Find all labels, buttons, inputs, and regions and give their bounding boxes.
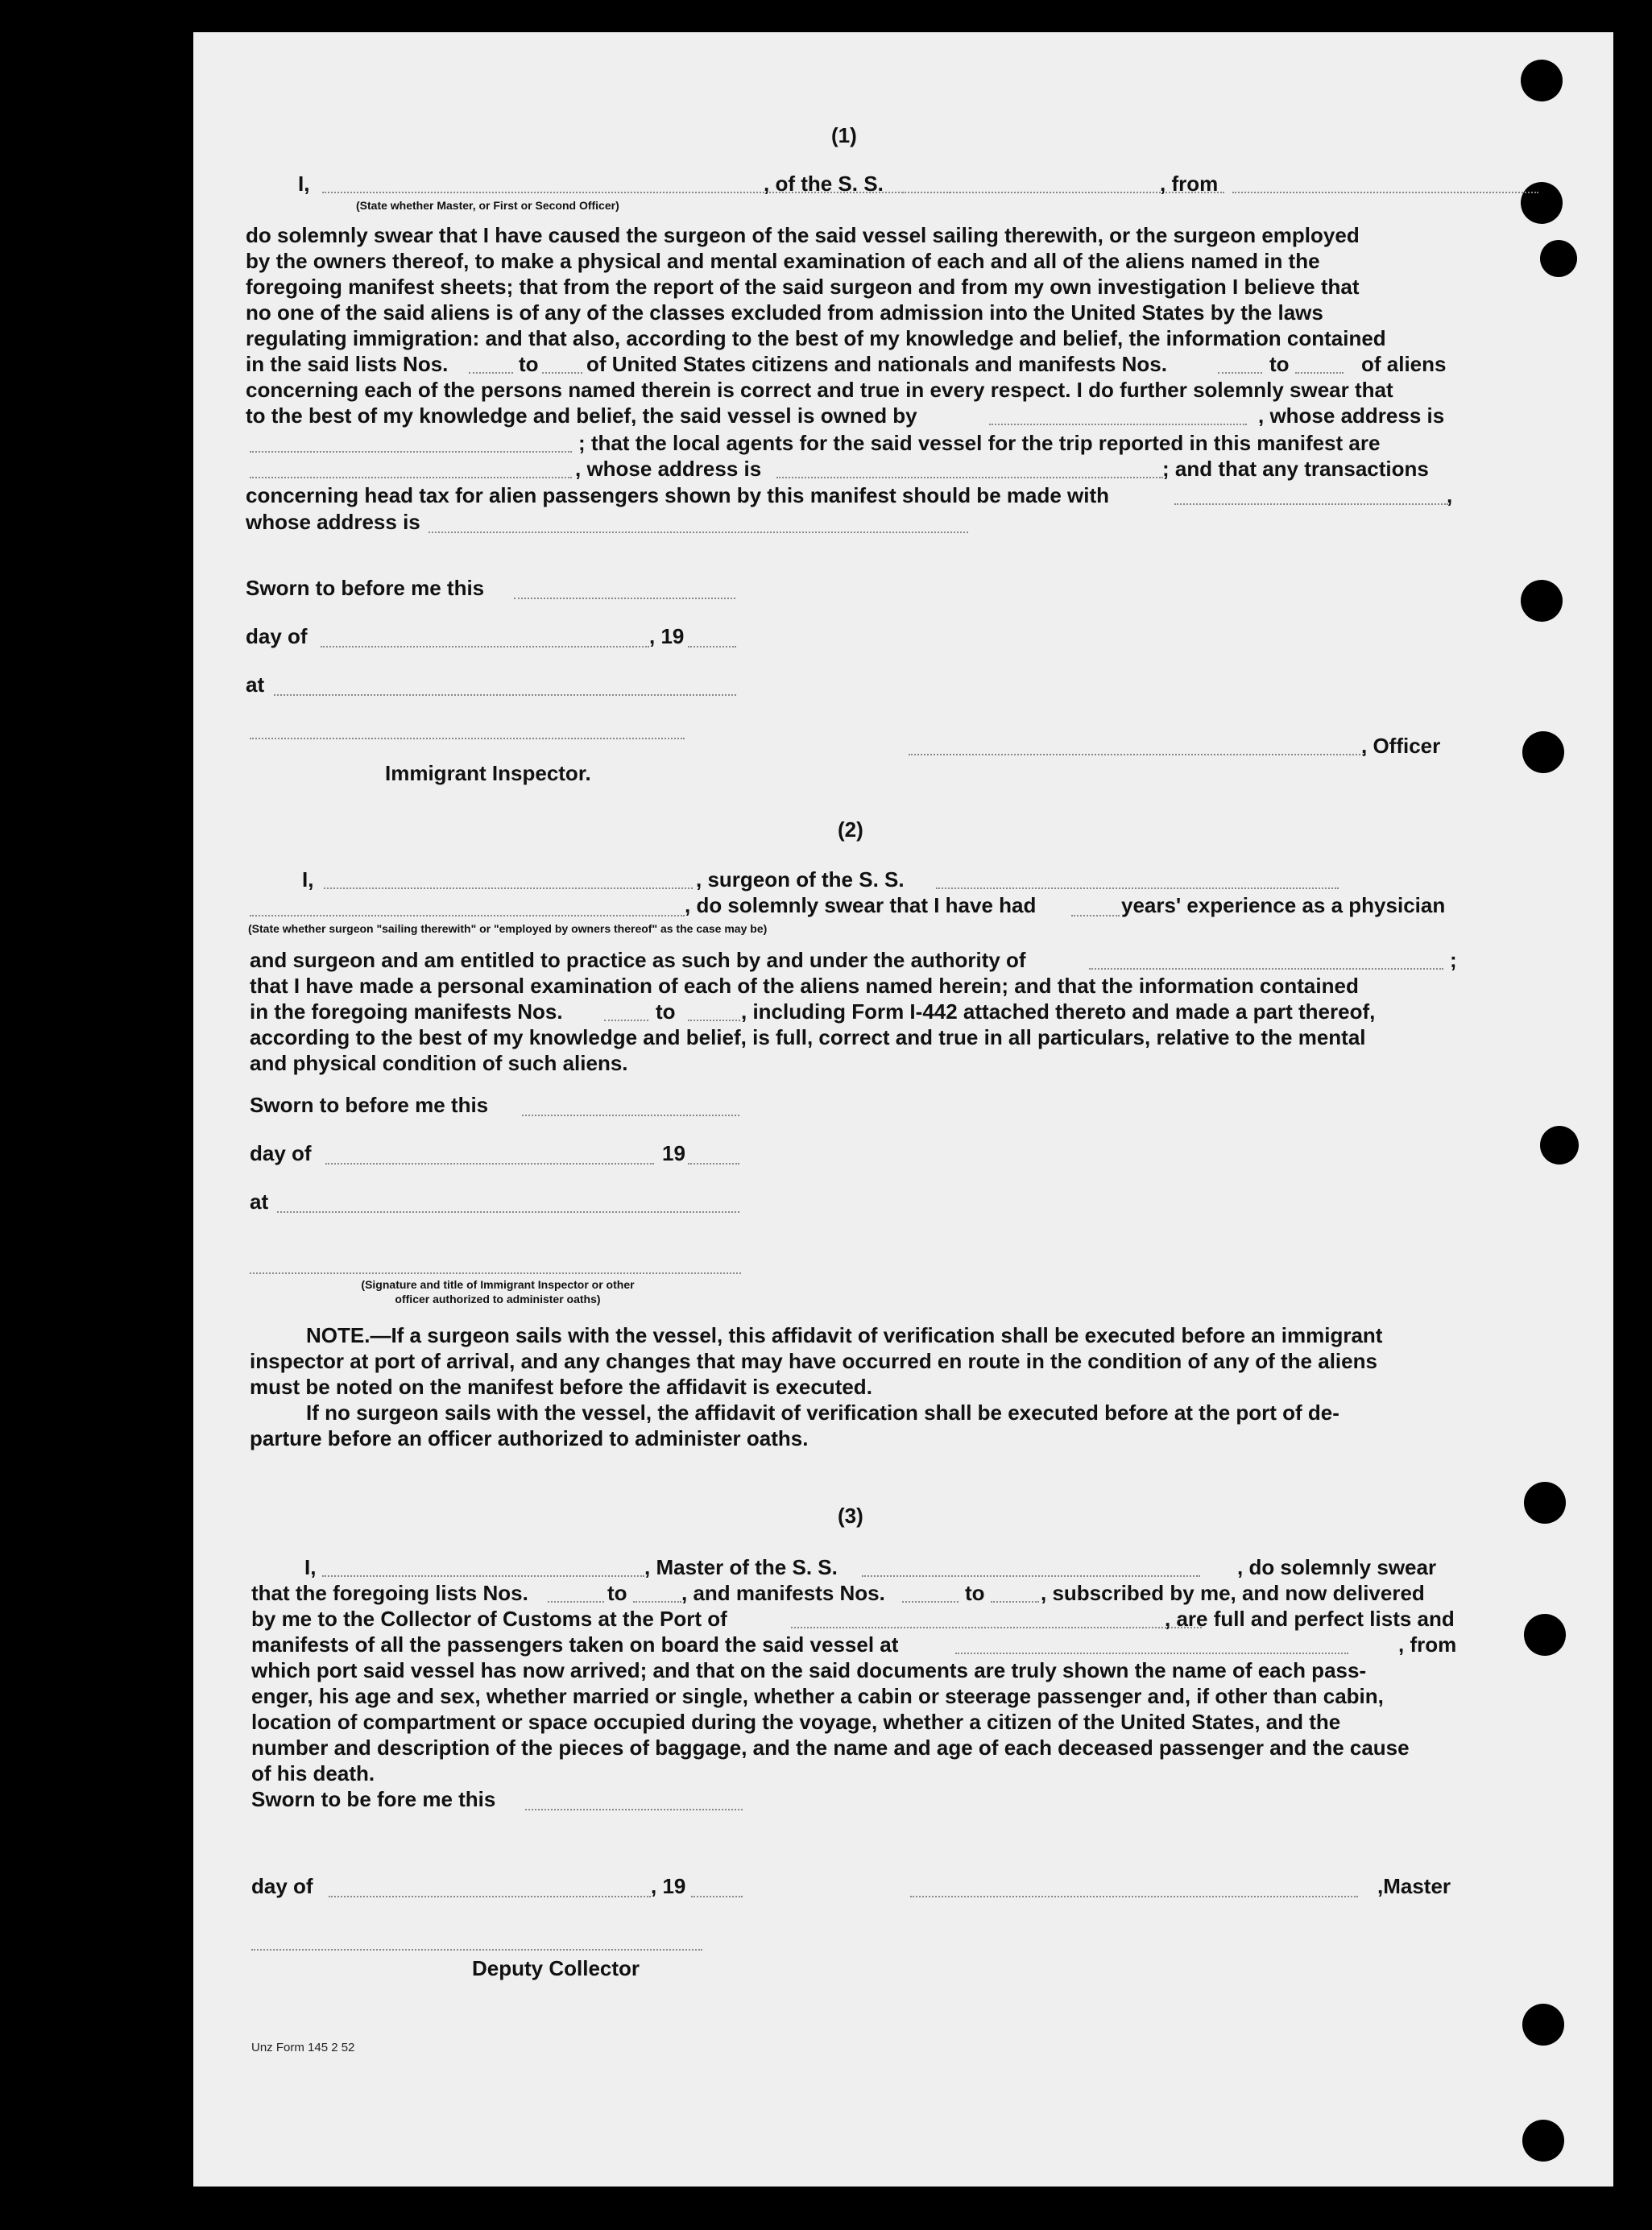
manifests-to-field[interactable] [1295, 372, 1344, 374]
s3-year: , 19 [651, 1874, 686, 1898]
headtax-text-b: , [1447, 483, 1453, 507]
s3-para-line: which port said vessel has now arrived; and that on the said documents are truly shown the name of each pass- [251, 1658, 1367, 1682]
punch-hole [1521, 580, 1563, 622]
s3-para-line: number and description of the pieces of baggage, and the name and age of each deceased passenger and the cause [251, 1736, 1410, 1760]
s3-line3-a: by me to the Collector of Customs at the Port of [251, 1607, 727, 1631]
s2-at-field[interactable] [277, 1211, 739, 1213]
s2-sworn-field[interactable] [522, 1115, 739, 1116]
s2-year-field[interactable] [688, 1163, 739, 1165]
inspector-signature-field[interactable] [250, 738, 685, 739]
surgeon-name-field[interactable] [324, 887, 693, 889]
s2-ship-field[interactable] [936, 887, 1339, 889]
s2-line1-pre: I, [302, 867, 314, 892]
master-label: ,Master [1377, 1874, 1451, 1898]
s2-para-line: according to the best of my knowledge and belief, is full, correct and true in all particulars, relative to the mental [250, 1025, 1366, 1049]
s3-departure-field[interactable] [955, 1653, 1348, 1654]
agents-address-field[interactable] [776, 477, 1163, 478]
s3-year-field[interactable] [691, 1896, 743, 1897]
s2-manifest-from-field[interactable] [604, 1020, 648, 1021]
signature-note-line: (Signature and title of Immigrant Inspector or other [361, 1278, 635, 1291]
punch-hole [1522, 2120, 1564, 2162]
s1-year: , 19 [649, 624, 685, 648]
punch-hole [1522, 2004, 1564, 2046]
punch-hole [1524, 1482, 1566, 1524]
s3-lists-to-field[interactable] [633, 1601, 681, 1603]
s3-line2-b: to [607, 1581, 627, 1605]
s2-line2-a: , do solemnly swear that I have had [685, 893, 1037, 917]
s3-para-line: location of compartment or space occupied during the voyage, whether a citizen of the United States, and the [251, 1710, 1341, 1734]
s1-sworn-field[interactable] [514, 598, 735, 599]
owner-address-field[interactable] [250, 451, 572, 453]
s2-manifest-to-field[interactable] [688, 1020, 740, 1021]
form-page [193, 32, 1613, 2187]
s1-sworn: Sworn to before me this [246, 576, 485, 600]
master-signature-field[interactable] [910, 1896, 1358, 1897]
punch-hole [1522, 731, 1564, 773]
lists-text-c: of United States citizens and nationals and manifests Nos. [586, 352, 1167, 376]
surgeon-note: (State whether surgeon "sailing therewith" or "employed by owners thereof" as the case may be) [248, 922, 768, 935]
s3-port-field[interactable] [791, 1627, 1202, 1628]
s2-year: 19 [662, 1141, 685, 1165]
punch-hole [1521, 60, 1563, 101]
s1-para-line: foregoing manifest sheets; that from the report of the said surgeon and from my own investigation I believe that [246, 275, 1360, 299]
agents-field[interactable] [250, 477, 572, 478]
s3-name-field[interactable] [322, 1575, 644, 1577]
note-line: If no surgeon sails with the vessel, the affidavit of verification shall be executed before at the port of de- [306, 1400, 1339, 1425]
years-field[interactable] [1071, 915, 1120, 916]
line1-mid: , of the S. S. [764, 172, 884, 196]
rank-note: (State whether Master, or First or Second Officer) [356, 199, 619, 212]
s3-line1-post: , do solemnly swear [1237, 1555, 1437, 1579]
line1-pre: I, [298, 172, 310, 196]
s1-day-field[interactable] [321, 646, 649, 647]
s3-line2-d: to [965, 1581, 985, 1605]
s1-at: at [246, 672, 265, 697]
s2-para-line: and physical condition of such aliens. [250, 1051, 628, 1075]
s2-line2-b: years' experience as a physician [1121, 893, 1446, 917]
punch-hole [1521, 182, 1563, 224]
headtax-text-a: concerning head tax for alien passengers shown by this manifest should be made with [246, 483, 1110, 507]
s3-manifests-to-field[interactable] [991, 1601, 1039, 1603]
s2-manifest-b: to [656, 999, 676, 1024]
s3-sworn: Sworn to be fore me this [251, 1787, 496, 1811]
collector-signature-field[interactable] [251, 1949, 702, 1951]
s3-line2-c: , and manifests Nos. [681, 1581, 885, 1605]
officer-field[interactable] [909, 754, 1366, 755]
section-2-number: (2) [838, 817, 863, 842]
from-port-field[interactable] [1232, 192, 1538, 193]
punch-hole [1524, 1614, 1566, 1656]
s3-day-field[interactable] [329, 1896, 651, 1897]
s2-line1-post: , surgeon of the S. S. [696, 867, 905, 892]
s3-line1-pre: I, [304, 1555, 317, 1579]
s2-manifest-a: in the foregoing manifests Nos. [250, 999, 563, 1024]
s1-para2-line: concerning each of the persons named therein is correct and true in every respect. I do further solemnly swear that [246, 378, 1393, 402]
s1-para-line: no one of the said aliens is of any of the classes excluded from admission into the United States by the laws [246, 300, 1323, 325]
s2-manifest-c: , including Form I-442 attached thereto and made a part thereof, [741, 999, 1376, 1024]
s3-line3-b: , are full and perfect lists and [1165, 1607, 1455, 1631]
address-text-a: , whose address is [575, 457, 762, 481]
authority-field[interactable] [1089, 968, 1443, 970]
s1-year-field[interactable] [688, 646, 736, 647]
whose-text: whose address is [246, 510, 420, 534]
s3-line2-e: , subscribed by me, and now delivered [1041, 1581, 1425, 1605]
s2-authority-b: ; [1450, 948, 1457, 972]
punch-hole [1540, 240, 1577, 277]
immigrant-inspector-label: Immigrant Inspector. [385, 761, 591, 785]
s1-at-field[interactable] [274, 694, 736, 696]
lists-text-d: to [1269, 352, 1290, 376]
s3-lists-from-field[interactable] [548, 1601, 604, 1603]
headtax-field[interactable] [1174, 503, 1448, 505]
agents-text: ; that the local agents for the said vessel for the trip reported in this manifest are [578, 431, 1381, 455]
lists-text-e: of aliens [1361, 352, 1447, 376]
address-text-b: ; and that any transactions [1162, 457, 1429, 481]
s3-line4-b: , from [1398, 1632, 1457, 1657]
note-line: NOTE.—If a surgeon sails with the vessel, this affidavit of verification shall be executed before an immigrant [306, 1323, 1383, 1347]
s3-line4-a: manifests of all the passengers taken on board the said vessel at [251, 1632, 899, 1657]
owner-field[interactable] [989, 424, 1247, 425]
officer-label: , Officer [1361, 734, 1441, 758]
s3-para-line: of his death. [251, 1761, 375, 1785]
s1-day-of: day of [246, 624, 308, 648]
manifests-from-field[interactable] [1218, 372, 1262, 374]
s1-para-line: do solemnly swear that I have caused the surgeon of the said vessel sailing therewith, or the surgeon employed [246, 223, 1360, 247]
lists-text-a: in the said lists Nos. [246, 352, 449, 376]
owned-text-b: , whose address is [1258, 403, 1445, 428]
s1-para-line: by the owners thereof, to make a physical and mental examination of each and all of the aliens named in the [246, 249, 1320, 273]
s2-authority-a: and surgeon and am entitled to practice as such by and under the authority of [250, 948, 1026, 972]
s3-line1-mid: , Master of the S. S. [644, 1555, 838, 1579]
s3-day-of: day of [251, 1874, 313, 1898]
section-1-number: (1) [831, 123, 857, 147]
punch-hole [1540, 1126, 1579, 1165]
signature-note-line: officer authorized to administer oaths) [395, 1293, 601, 1305]
s3-ship-field[interactable] [862, 1575, 1200, 1577]
signature-note [313, 1277, 683, 1306]
owned-text-a: to the best of my knowledge and belief, the said vessel is owned by [246, 403, 917, 428]
deputy-collector-label: Deputy Collector [472, 1956, 640, 1980]
s3-para-line: enger, his age and sex, whether married or single, whether a cabin or steerage passenger and, if other than cabin, [251, 1684, 1384, 1708]
s3-manifests-from-field[interactable] [902, 1601, 958, 1603]
s2-sworn: Sworn to before me this [250, 1093, 489, 1117]
s2-exam-line: that I have made a personal examination of each of the aliens named herein; and that the information contained [250, 974, 1359, 998]
surgeon-status-field[interactable] [250, 915, 685, 916]
lists-text-b: to [519, 352, 539, 376]
note-line: parture before an officer authorized to administer oaths. [250, 1426, 809, 1450]
s1-para-line: regulating immigration: and that also, according to the best of my knowledge and belief, the information contained [246, 326, 1386, 350]
note-line: must be noted on the manifest before the affidavit is executed. [250, 1375, 872, 1399]
note-line: inspector at port of arrival, and any changes that may have occurred en route in the condition of any of the aliens [250, 1349, 1377, 1373]
s2-day-of: day of [250, 1141, 312, 1165]
line1-post: , from [1160, 172, 1219, 196]
lists-from-field[interactable] [469, 372, 513, 374]
form-number: Unz Form 145 2 52 [251, 2041, 355, 2054]
lists-to-field[interactable] [542, 372, 582, 374]
s2-at: at [250, 1189, 269, 1214]
section-3-number: (3) [838, 1504, 863, 1528]
s2-day-field[interactable] [325, 1163, 654, 1165]
s3-sworn-field[interactable] [525, 1809, 743, 1810]
s2-signature-field[interactable] [250, 1272, 741, 1274]
headtax-address-field[interactable] [429, 532, 968, 533]
s3-line2-a: that the foregoing lists Nos. [251, 1581, 528, 1605]
